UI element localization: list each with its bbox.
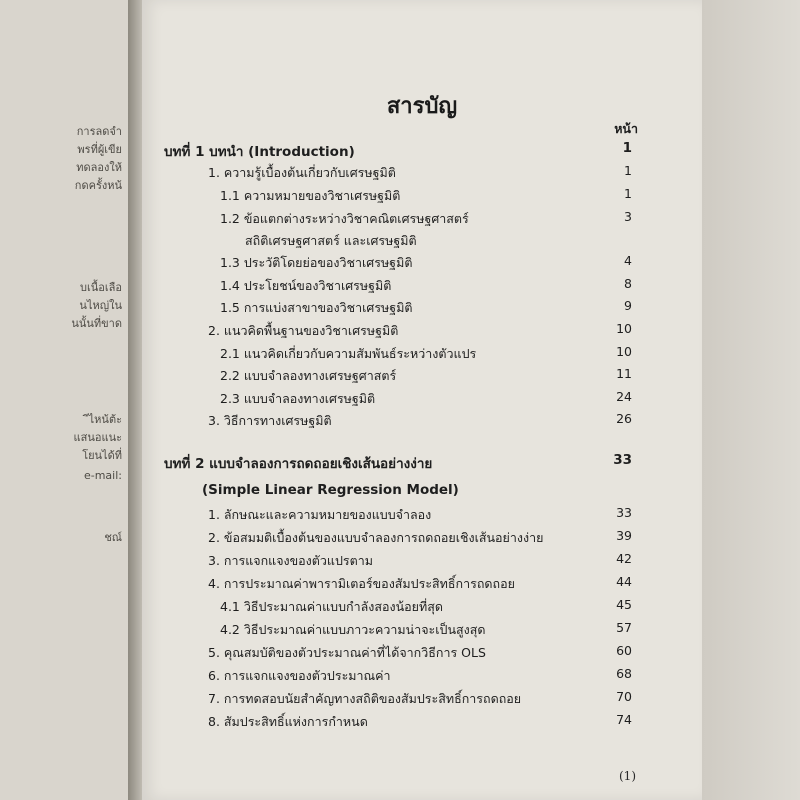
- previous-page-text-fragment: ชณ์: [104, 531, 122, 544]
- toc-entry-label: 2. แนวคิดพื้นฐานของวิชาเศรษฐมิติ: [208, 323, 399, 338]
- toc-entry-page: 8: [624, 276, 632, 291]
- toc-entry-label: สถิติเศรษฐศาสตร์ และเศรษฐมิติ: [245, 233, 417, 248]
- toc-row: [142, 574, 702, 596]
- toc-entry-label: 4. การประมาณค่าพารามิเตอร์ของสัมประสิทธิ์การถดถอย: [208, 576, 515, 591]
- toc-row: [142, 643, 702, 665]
- toc-entry-label: 1.4 ประโยชน์ของวิชาเศรษฐมิติ: [220, 278, 392, 293]
- toc-row: [142, 666, 702, 688]
- toc-row: [142, 597, 702, 619]
- previous-page-text-fragment: นนั้นที่ขาด: [71, 317, 122, 330]
- toc-entry-page: 3: [624, 209, 632, 224]
- previous-page: [0, 0, 128, 800]
- toc-entry-page: 42: [616, 551, 632, 566]
- toc-row: [142, 298, 702, 320]
- toc-entry-label: 5. คุณสมบัติของตัวประมาณค่าที่ได้จากวิธีการ OLS: [208, 645, 486, 660]
- toc-row: [142, 411, 702, 433]
- toc-row: [142, 620, 702, 642]
- toc-entry-page: 68: [616, 666, 632, 681]
- toc-row: [142, 551, 702, 573]
- toc-row: [142, 163, 702, 185]
- previous-page-text-fragment: พรที่ผู้เขีย: [77, 143, 122, 156]
- toc-entry-label: 2.2 แบบจำลองทางเศรษฐศาสตร์: [220, 368, 397, 383]
- toc-row: [142, 231, 702, 253]
- previous-page-text-fragment: ีไหน้ต้ะ: [88, 413, 122, 426]
- toc-entry-label: 6. การแจกแจงของตัวประมาณค่า: [208, 668, 391, 683]
- toc-row: [142, 482, 702, 504]
- toc-entry-page: 11: [616, 366, 632, 381]
- toc-entry-page: 10: [616, 321, 632, 336]
- toc-entry-page: 33: [613, 452, 632, 468]
- page-column-header: หน้า: [614, 121, 638, 136]
- toc-entry-label: 1.2 ข้อแตกต่างระหว่างวิชาคณิตเศรษฐศาสตร์: [220, 211, 469, 226]
- background-right: [702, 0, 800, 800]
- toc-row: [142, 366, 702, 388]
- toc-entry-page: 1: [624, 186, 632, 201]
- toc-entry-page: 33: [616, 505, 632, 520]
- toc-entry-label: 7. การทดสอบนัยสำคัญทางสถิติของสัมประสิทธิ์การถดถอย: [208, 691, 522, 706]
- previous-page-text-fragment: e-mail:: [83, 469, 122, 482]
- toc-row: [142, 253, 702, 275]
- toc-entry-label: (Simple Linear Regression Model): [202, 482, 459, 498]
- footer-page-number: (1): [619, 769, 636, 783]
- previous-page-text-fragment: นไหญ่ใน: [79, 299, 122, 312]
- toc-entry-page: 39: [616, 528, 632, 543]
- toc-page: [142, 0, 702, 800]
- toc-entry-page: 1: [622, 140, 632, 156]
- previous-page-text-fragment: บเนื้อเลือ: [80, 281, 122, 294]
- toc-entry-page: 24: [616, 389, 632, 404]
- toc-entry-label: 4.2 วิธีประมาณค่าแบบภาวะความน่าจะเป็นสูงสุด: [220, 622, 486, 637]
- previous-page-text-fragment: แสนอแนะ: [73, 431, 122, 444]
- toc-row: [142, 452, 702, 474]
- toc-entry-label: 1. ความรู้เบื้องต้นเกี่ยวกับเศรษฐมิติ: [208, 165, 396, 180]
- toc-entry-page: 74: [616, 712, 632, 727]
- toc-row: [142, 389, 702, 411]
- previous-page-text-fragment: กดครั้งหน้: [74, 179, 122, 192]
- toc-entry-label: 2.1 แนวคิดเกี่ยวกับความสัมพันธ์ระหว่างตัวแปร: [220, 346, 477, 361]
- toc-entry-page: 45: [616, 597, 632, 612]
- toc-entry-page: 60: [616, 643, 632, 658]
- toc-row: [142, 689, 702, 711]
- page-title: สารบัญ: [386, 94, 458, 119]
- toc-row: [142, 186, 702, 208]
- toc-entry-label: บทที่ 2 แบบจำลองการถดถอยเชิงเส้นอย่างง่าย: [164, 456, 433, 472]
- toc-entry-label: 2.3 แบบจำลองทางเศรษฐมิติ: [220, 391, 376, 406]
- toc-entry-label: 3. วิธีการทางเศรษฐมิติ: [208, 413, 332, 428]
- toc-entry-label: 1.5 การแบ่งสาขาของวิชาเศรษฐมิติ: [220, 300, 413, 315]
- toc-entry-label: 1.1 ความหมายของวิชาเศรษฐมิติ: [220, 188, 401, 203]
- toc-entry-page: 44: [616, 574, 632, 589]
- toc-row: [142, 276, 702, 298]
- toc-entry-page: 1: [624, 163, 632, 178]
- toc-entry-page: 10: [616, 344, 632, 359]
- previous-page-text-fragment: โยนได้ที่: [82, 449, 122, 462]
- toc-entry-label: 4.1 วิธีประมาณค่าแบบกำลังสองน้อยที่สุด: [220, 599, 443, 614]
- toc-entry-label: บทที่ 1 บทนำ (Introduction): [164, 144, 355, 160]
- toc-row: [142, 321, 702, 343]
- toc-entry-label: 8. สัมประสิทธิ์แห่งการกำหนด: [208, 714, 368, 729]
- toc-entry-page: 4: [624, 253, 632, 268]
- toc-row: [142, 712, 702, 734]
- previous-page-text-fragment: ทดลองให้: [76, 161, 122, 174]
- toc-entry-label: 2. ข้อสมมติเบื้องต้นของแบบจำลองการถดถอยเชิงเส้นอย่างง่าย: [208, 530, 544, 545]
- toc-row: [142, 505, 702, 527]
- toc-entry-label: 3. การแจกแจงของตัวแปรตาม: [208, 553, 374, 568]
- toc-entry-page: 70: [616, 689, 632, 704]
- toc-entry-label: 1.3 ประวัติโดยย่อของวิชาเศรษฐมิติ: [220, 255, 413, 270]
- toc-entry-page: 9: [624, 298, 632, 313]
- toc-entry-page: 57: [616, 620, 632, 635]
- toc-row: [142, 140, 702, 162]
- toc-entry-page: 26: [616, 411, 632, 426]
- toc-row: [142, 209, 702, 231]
- toc-row: [142, 344, 702, 366]
- previous-page-text-fragment: การลดจำ: [76, 125, 122, 138]
- toc-entry-label: 1. ลักษณะและความหมายของแบบจำลอง: [208, 507, 432, 522]
- book-gutter: [128, 0, 142, 800]
- toc-row: [142, 528, 702, 550]
